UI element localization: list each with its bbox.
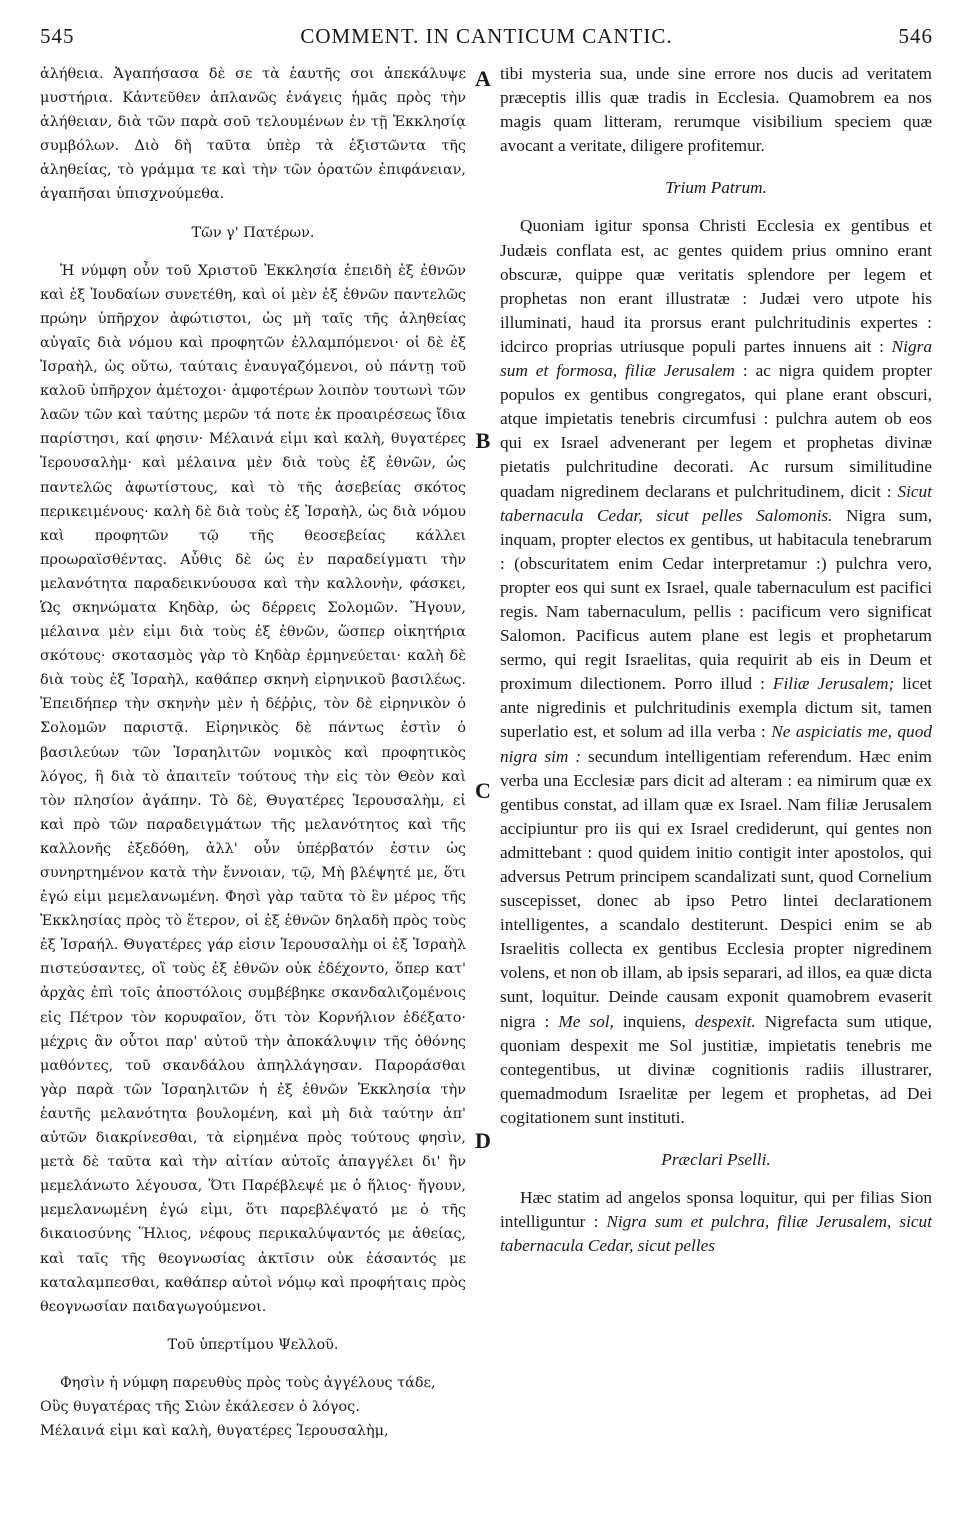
- greek-column: [40, 62, 466, 1443]
- page-number-right: 546: [898, 24, 933, 48]
- section-marker-a: A: [475, 66, 491, 91]
- latin-paragraph: tibi mysteria sua, unde sine errore nos ducis ad veritatem præceptis illis quæ tradis in Ecclesia. Quamobrem ea nos magis quam litteram, rerumque visibilium speciem quæ avocant a veritate, diligere profitemur.: [500, 64, 932, 156]
- section-marker-b: B: [475, 428, 491, 453]
- latin-quotation: Nigra sum et formosa, filiæ Jerusalem: [500, 336, 932, 381]
- latin-quotation: Sicut tabernacula Cedar, sicut pelles Salomonis.: [500, 481, 932, 525]
- latin-quotation: Me sol,: [558, 1011, 614, 1031]
- latin-paragraph: Hæc statim ad angelos sponsa loquitur, qui per filias Sion intelliguntur : Nigra sum et pulchra, filiæ Jerusalem, sicut tabernacula Cedar, sicut pelles: [500, 1188, 932, 1256]
- page-number-left: 545: [40, 24, 75, 48]
- greek-section-heading: Τοῦ ὑπερτίμου Ψελλοῦ.: [167, 1336, 339, 1353]
- greek-verse-line: Φησὶν ἡ νύμφη παρευθὺς πρὸς τοὺς ἀγγέλους τάδε,: [60, 1374, 436, 1391]
- greek-section-heading: Τῶν γ' Πατέρων.: [191, 224, 315, 241]
- latin-quotation: despexit.: [694, 1011, 756, 1031]
- latin-paragraph: Quoniam igitur sponsa Christi Ecclesia ex gentibus et Judæis conflata est, ac gentes quidem prius omnino erant obscuræ, quippe quæ veritatis splendore per legem et prophetas non erant illustratæ : Judæi vero utpote his illuminati, haud ita prorsus erant pulchritudinis expertes : idcirco proprias utriusque populi partes innuens ait : Nigra sum et formosa, filiæ Jerusalem : ac nigra quidem propter populos ex gentibus congregatos, qui plane erant obscuri, atque impietatis tenebris circumfusi : pulchra autem ob eos qui ex Israel advenerant per legem et prophetas divinæ pietatis pulchritudine decorati. Ac rursum similitudine quadam nigredinem declarans et pulchritudinem, dicit : Sicut tabernacula Cedar, sicut pelles Salomonis. Nigra sum, inquam, propter electos ex gentibus, ut habitacula tenebrarum : (obscuritatem enim Cedar interpretamur :) pulchra vero, propter eos qui sunt ex Israel, quale tabernaculum est pacifici regis. Nam tabernaculum, pellis : pacificum vero significat Salomon. Pacificus autem plane est legis et prophetarum sermo, qui regit Israelitas, quia requirit ab eis in Deum et proximum dilectionem. Porro illud : Filiæ Jerusalem; licet ante nigredinis et pulchritudinis exempla dictum sit, tamen superlatio est, et solum ad illa verba : Ne aspiciatis me, quod nigra sim : secundum intelligentiam referendum. Hæc enim verba una Ecclesiæ pars dicit ad alteram : ea nimirum quæ ex gentibus constat, ad illam quæ ex Israel. Nam filiæ Jerusalem accipiuntur pro iis qui ex Israel crediderunt, qui gentes non admittebant : quod quidem initio contigit inter apostolos, qui adversus Petrum principem scandalizati sunt, quod Cornelium suscepisset, donec ab ipso Petro lintei declarationem intelligentes, a scandalo destiterunt. Despici enim se ab Israelitis collecta ex gentibus Ecclesia propter nigredinem volens, et non ob illam, ab ipsis separari, ad illos, ea quæ dicta sunt, loquitur. Deinde causam exponit quamobrem evaserit nigra : Me sol, inquiens, despexit. Nigrefacta sum utique, quoniam despexit me Sol justitiæ, impietatis tenebris me contegentibus, ut divinæ cognitionis radiis illustrarer, quemadmodum Israelitæ per legem et prophetas, ad Dei cogitationem sunt instituti.: [500, 216, 933, 1127]
- latin-section-heading: Trium Patrum.: [665, 178, 767, 198]
- greek-verse-line: Μέλαινά εἰμι καὶ καλὴ, θυγατέρες Ἱερουσαλὴμ,: [40, 1423, 389, 1440]
- running-header: [40, 16, 933, 46]
- latin-quotation: Filiæ Jerusalem;: [772, 674, 895, 694]
- latin-quotation: Ne aspiciatis me, quod nigra sim :: [500, 722, 932, 766]
- section-marker-c: C: [475, 778, 491, 803]
- greek-verse-line: Οὓς θυγατέρας τῆς Σιὼν ἐκάλεσεν ὁ λόγος.: [40, 1398, 360, 1415]
- greek-paragraph: Ἡ νύμφη οὖν τοῦ Χριστοῦ Ἐκκλησία ἐπειδὴ ἐξ ἐθνῶν καὶ ἐξ Ἰουδαίων συνετέθη, καὶ οἱ μὲν ἐξ ἐθνῶν παντελῶς πρώην ὑπῆρχον ἀφώτιστοι, ὡς μὴ ταῖς τῆς ἀληθείας αὐγαῖς διὰ νόμου καὶ προφητῶν ἐλλαμπόμενοι· οἱ δὲ ἐξ Ἰσραὴλ, ὡς οὕτω, ταύταις ἐναυγαζόμενοι, οὐ πάντῃ τοῦ καλοῦ ὑπῆρχον ἀμέτοχοι· ἀμφοτέρων λοιπὸν τουτωνὶ τῶν λαῶν τῶν καὶ ταύτης μερῶν τά ποτε ἐκ προαιρέσεως ἴδια παρίστησι, καί φησιν· Μέλαινά εἰμι καὶ καλὴ, θυγατέρες Ἱερουσαλὴμ· καὶ μέλαινα μὲν διὰ τοὺς ἐξ ἐθνῶν, ὡς παντελῶς ἀφωτίστους, καὶ τὸ τῆς ἀσεβείας σκότος περικειμένους· καλὴ δὲ διὰ τοὺς ἐξ Ἰσραὴλ, ὡς διὰ νόμου καὶ προφητῶν τῷ τῆς θεοσεβείας κάλλει προωραϊσθέντας. Αὖθις δὲ ὡς ἐν παραδείγματι τὴν μελανότητα παραδεικνύουσα καὶ τὴν καλλονὴν, φάσκει, Ὡς σκηνώματα Κηδὰρ, ὡς δέρρεις Σολομῶν. Ἤγουν, μέλαινα μὲν εἰμι διὰ τοὺς ἐξ ἐθνῶν, ὥσπερ οἰκητήρια σκότους· σκοτασμὸς γὰρ τὸ Κηδὰρ ἑρμηνεύεται· καλὴ δὲ διὰ τοὺς ἐξ Ἰσραὴλ, καθάπερ σκηνὴ εἰρηνικοῦ βασιλέως. Ἐπειδήπερ τὴν σκηνὴν μὲν ἡ δέῤῥις, τὸν δὲ εἰρηνικὸν ὁ Σολομῶν παριστᾷ. Εἰρηνικὸς δὲ πάντως ἐστὶν ὁ βασιλεύων τῶν Ἰσραηλιτῶν νομικὸς καὶ προφητικὸς λόγος, ἢ διὰ τὸ ἀπαιτεῖν τούτους τὴν εἰς τὸν Θεὸν καὶ τὸν πλησίον ἀγάπην. Τὸ δὲ, Θυγατέρες Ἱερουσαλὴμ, εἰ καὶ πρὸ τῶν παραδειγμάτων τῆς μελανότητος καὶ τῆς καλλονῆς ἐξεδόθη, ἀλλ' οὖν ὑπέρβατόν ἐστιν ὡς συνηρτημένον κατὰ τὴν ἔννοιαν, τῷ, Μὴ βλέψητέ με, ὅτι ἐγώ εἰμι μεμελανωμένη. Φησὶ γὰρ ταῦτα τὸ ἓν μέρος τῆς Ἐκκλησίας πρὸς τὸ ἕτερον, οἱ ἐξ ἐθνῶν δηλαδὴ πρὸς τοὺς ἐξ Ἰσραήλ. Θυγατέρες γάρ εἰσιν Ἱερουσαλὴμ οἱ ἐξ Ἰσραὴλ πιστεύσαντες, οἳ τοὺς ἐξ ἐθνῶν οὐκ ἐδέχοντο, ὅπερ κατ' ἀρχὰς ἐπὶ τοῖς ἀποστόλοις συμβέβηκε σκανδαλιζομένοις εἰς Πέτρον τὸν κορυφαῖον, ὅτι τὸν Κορνήλιον ἐδέξατο· μέχρις ἂν οὗτοι παρ' αὐτοῦ τὴν ἀποκάλυψιν τῆς ὀθόνης μαθόντες, τοῦ σκανδάλου ἀπηλλάγησαν. Παροράσθαι γὰρ παρὰ τῶν Ἰσραηλιτῶν ἡ ἐξ ἐθνῶν Ἐκκλησία τὴν ἑαυτῆς μελανότητα βουλομένη, καὶ μὴ διὰ ταύτην ἀπ' αὐτῶν διακρίνεσθαι, τὰ εἰρημένα πρὸς τούτους φησὶν, μετὰ δὲ ταῦτα καὶ τὴν αἰτίαν αὐτοῖς ἀπαγγέλει δι' ἣν μεμελάνωτο λέγουσα, Ὅτι Παρέβλεψέ με ὁ ἥλιος· ἤγουν, μεμελανωμένη ἐγώ εἰμι, ὅτι παρεβλέψατό με ὁ τῆς δικαιοσύνης Ἥλιος, νέφους περικαλύψαντός με ἀθείας, καὶ ταῖς τῆς θεογνωσίας ἀκτῖσιν οὐκ ἐάσαντός με καταλαμπεσθαι, καθάπερ αὐτοὶ νόμῳ καὶ προφήταις πρὸς θεογνωσίαν παιδαγωγούμενοι.: [40, 262, 466, 1315]
- greek-paragraph: ἀλήθεια. Ἀγαπήσασα δὲ σε τὰ ἑαυτῆς σοι ἀπεκάλυψε μυστήρια. Κἀντεῦθεν ἁπλανῶς ἐνάγεις ἡμᾶς πρὸς τὴν ἀλήθειαν, διὰ τῶν παρὰ σοῦ τελουμένων ἐν τῇ Ἐκκλησίᾳ συμβόλων. Διὸ δὴ ταῦτα ὑπὲρ τὰ ἐξιστῶντα τῆς ἀληθείας, τὸ γράμμα τε καὶ τὴν τῶν ὁρατῶν ἐπιφάνειαν, ἀγαπῆσαι ὑπισχνούμεθα.: [40, 66, 466, 203]
- section-marker-d: D: [475, 1128, 491, 1153]
- latin-column: [500, 62, 932, 1258]
- running-title: COMMENT. IN CANTICUM CANTIC.: [300, 24, 673, 48]
- latin-quotation: Nigra sum et pulchra, filiæ Jerusalem, sicut tabernacula Cedar, sicut pelles: [500, 1212, 932, 1256]
- latin-section-heading: Præclari Pselli.: [661, 1150, 771, 1170]
